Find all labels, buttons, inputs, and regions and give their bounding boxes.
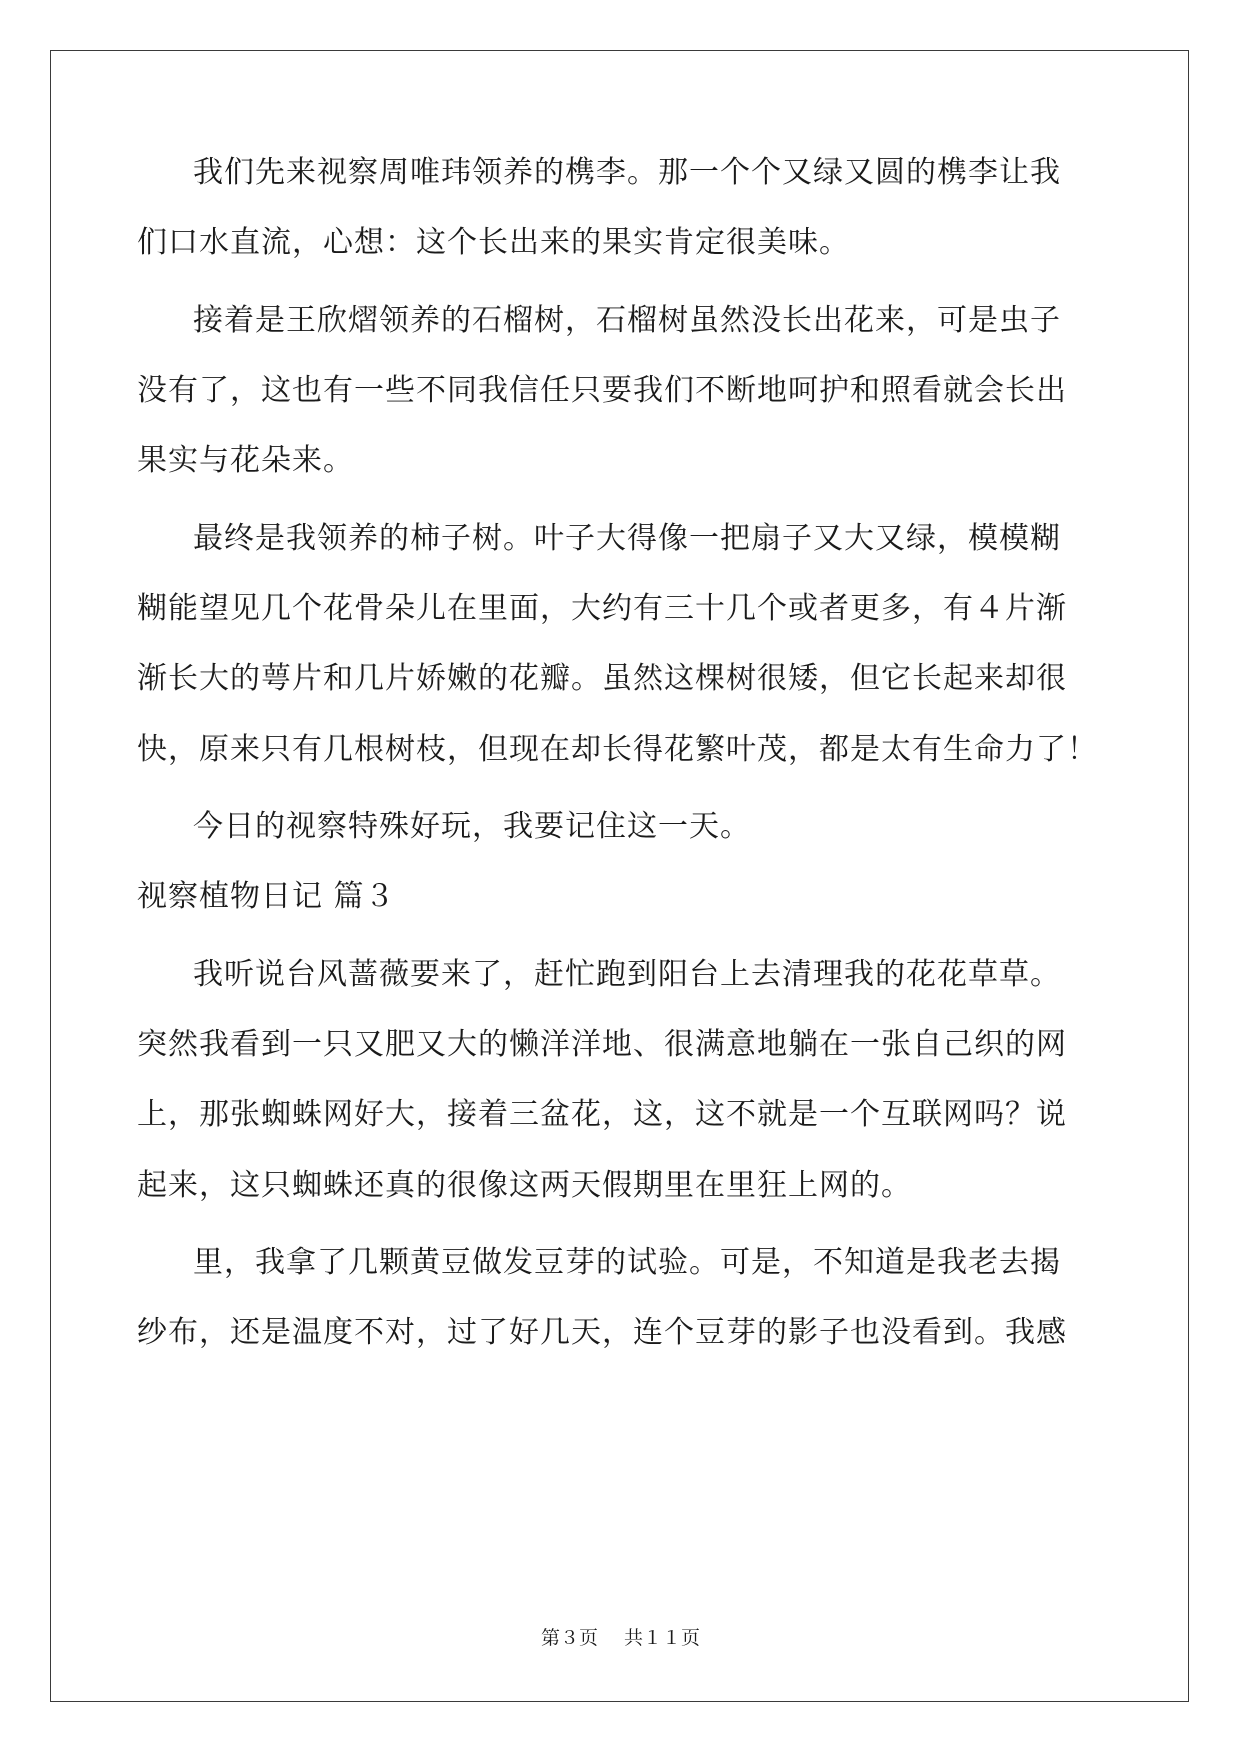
text-line: 今日的视察特殊好玩，我要记住这一天。 — [193, 809, 751, 844]
page-number: 第３页 — [540, 1627, 598, 1649]
text-line: 我听说台风蔷薇要来了，赶忙跑到阳台上去清理我的花花草草。 — [193, 957, 1061, 992]
text-line: 我们先来视察周唯玮领养的槜李。那一个个又绿又圆的槜李让我 — [193, 155, 1061, 190]
text-line: 没有了，这也有一些不同我信任只要我们不断地呵护和照看就会长出 — [137, 373, 1067, 408]
text-line: 渐长大的萼片和几片娇嫩的花瓣。虽然这棵树很矮，但它长起来却很 — [137, 661, 1067, 696]
text-line: 接着是王欣熠领养的石榴树，石榴树虽然没长出花来，可是虫子 — [193, 303, 1061, 338]
text-line: 糊能望见几个花骨朵儿在里面，大约有三十几个或者更多，有４片渐 — [137, 591, 1067, 626]
text-line: 果实与花朵来。 — [137, 443, 354, 478]
text-line: 纱布，还是温度不对，过了好几天，连个豆芽的影子也没看到。我感 — [137, 1315, 1067, 1350]
text-line: 上，那张蜘蛛网好大，接着三盆花，这，这不就是一个互联网吗？说 — [137, 1097, 1067, 1132]
text-line: 突然我看到一只又肥又大的懒洋洋地、很满意地躺在一张自己织的网 — [137, 1027, 1067, 1062]
page-total: 共１１页 — [624, 1627, 701, 1649]
text-line: 起来，这只蜘蛛还真的很像这两天假期里在里狂上网的。 — [137, 1168, 912, 1203]
page-footer — [0, 1626, 1241, 1650]
text-line: 最终是我领养的柿子树。叶子大得像一把扇子又大又绿，模模糊 — [193, 521, 1061, 556]
text-line: 里，我拿了几颗黄豆做发豆芽的试验。可是，不知道是我老去揭 — [193, 1245, 1061, 1280]
text-line: 快，原来只有几根树枝，但现在却长得花繁叶茂，都是太有生命力了！ — [137, 732, 1098, 767]
text-line: 们口水直流，心想：这个长出来的果实肯定很美味。 — [137, 225, 850, 260]
page-border — [50, 50, 1189, 1702]
section-heading: 视察植物日记 篇３ — [137, 879, 396, 914]
